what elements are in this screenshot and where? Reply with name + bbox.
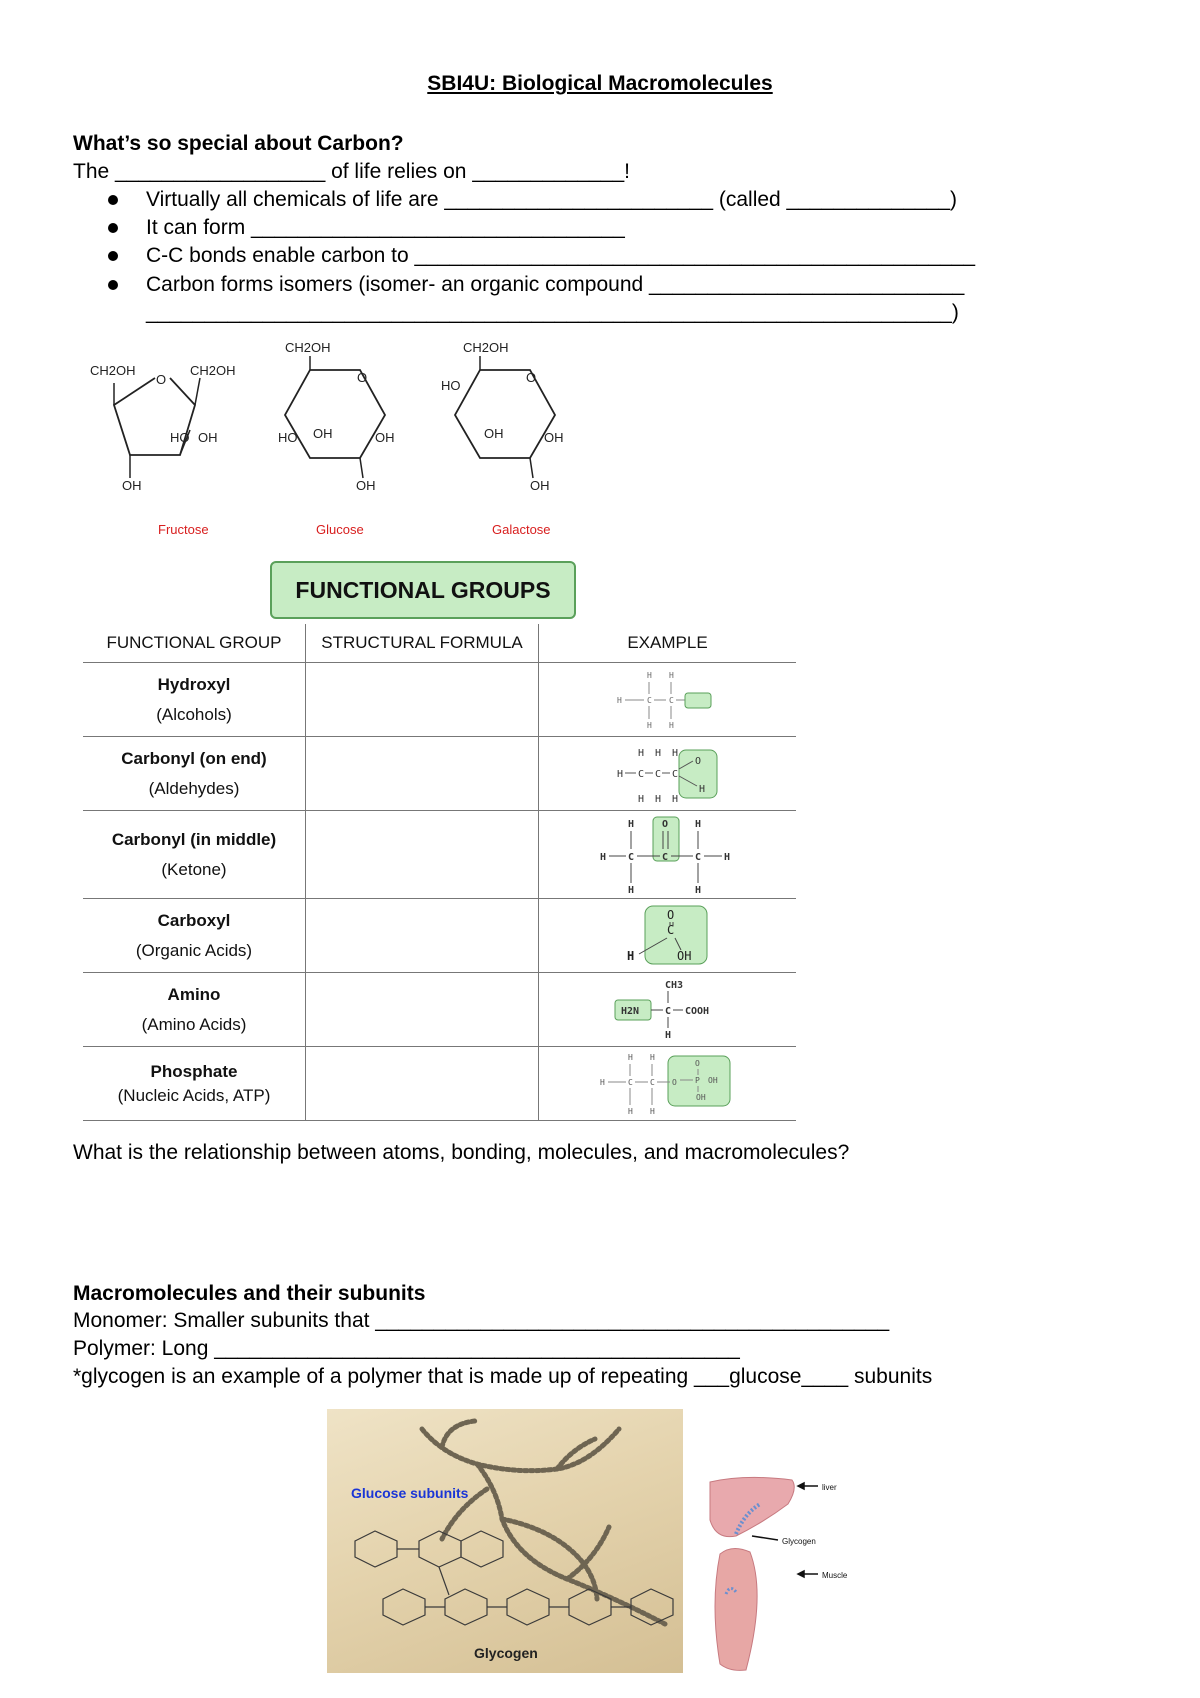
example-cell (539, 737, 797, 811)
phosphate-example (598, 1050, 738, 1118)
galactose-label: OH (484, 426, 504, 441)
carboxyl-example (623, 902, 713, 970)
svg-text:H: H (671, 747, 678, 759)
fructose-label: OH (122, 478, 142, 493)
glucose-labels (278, 340, 395, 493)
galactose-label: O (526, 370, 537, 385)
svg-text:H: H (599, 851, 606, 863)
svg-text:H: H (627, 818, 634, 830)
group-cell (83, 973, 306, 1047)
liver-muscle-figure (706, 1474, 866, 1672)
muscle-label: Muscle (822, 1571, 848, 1580)
svg-text:H: H (637, 747, 644, 759)
structural-formula-blank (306, 811, 539, 899)
svg-text:OH: OH (676, 948, 691, 963)
example-cell (539, 899, 797, 973)
galactose-name: Galactose (492, 522, 551, 537)
svg-text:H: H (654, 747, 661, 759)
macromolecules-heading: Macromolecules and their subunits (73, 1282, 426, 1305)
bullet-dot (108, 280, 118, 290)
group-subtitle: (Alcohols) (156, 704, 232, 724)
svg-text:H: H (698, 783, 705, 795)
glucose-label: CH2OH (285, 340, 331, 355)
fructose-label: HO (170, 430, 190, 445)
group-name: Carboxyl (157, 910, 231, 930)
svg-text:H: H (627, 1106, 633, 1116)
fructose-name: Fructose (158, 522, 209, 537)
group-cell (83, 811, 306, 899)
column-header: STRUCTURAL FORMULA (306, 624, 539, 663)
group-cell (83, 899, 306, 973)
structural-formula-blank (306, 973, 539, 1047)
glycogen-label: Glycogen (782, 1537, 816, 1546)
ketone-example (598, 815, 738, 895)
glycogen-figure (327, 1409, 683, 1673)
svg-text:H: H (671, 793, 678, 805)
amino-example (613, 978, 723, 1042)
table-row (83, 1047, 796, 1121)
svg-text:H: H (723, 851, 730, 863)
group-subtitle: (Organic Acids) (135, 940, 253, 960)
structural-formula-blank (306, 899, 539, 973)
hydroxyl-example (613, 668, 723, 732)
svg-text:H: H (668, 670, 674, 680)
svg-text:CH3: CH3 (664, 979, 683, 991)
svg-text:H: H (599, 1077, 605, 1087)
table-row (83, 811, 796, 899)
svg-text:C: C (649, 1077, 655, 1087)
svg-text:C: C (671, 768, 678, 780)
svg-text:O: O (661, 818, 668, 830)
svg-text:H: H (616, 695, 622, 705)
svg-text:C: C (666, 922, 674, 937)
carbon-bullet-3: C-C bonds enable carbon to ________________________________________________ (146, 244, 976, 267)
bullet-dot (108, 251, 118, 261)
structural-formula-blank (306, 663, 539, 737)
svg-text:C: C (668, 695, 674, 705)
group-cell (83, 737, 306, 811)
table-header-row (83, 624, 796, 663)
group-subtitle: (Ketone) (161, 859, 227, 879)
group-name: Hydroxyl (157, 674, 231, 694)
carbon-bullet-2: It can form ________________________________ (146, 216, 625, 239)
example-cell (539, 1047, 797, 1121)
svg-text:H2N: H2N (620, 1005, 639, 1017)
fructose-label: O (156, 372, 167, 387)
liver-illustration (710, 1477, 794, 1536)
svg-text:C: C (646, 695, 652, 705)
group-name: Carbonyl (on end) (121, 748, 267, 768)
svg-text:C: C (627, 851, 634, 863)
galactose-structure (455, 370, 555, 458)
svg-text:H: H (646, 720, 652, 730)
page-title: SBI4U: Biological Macromolecules (427, 72, 773, 95)
relationship-question: What is the relationship between atoms, bonding, molecules, and macromolecules? (73, 1141, 850, 1164)
table-row (83, 737, 796, 811)
carbon-heading: What’s so special about Carbon? (73, 132, 404, 155)
galactose-labels (441, 340, 564, 493)
liver-label: liver (822, 1483, 837, 1492)
fructose-label: CH2OH (90, 363, 136, 378)
svg-text:H: H (654, 793, 661, 805)
svg-text:H: H (694, 884, 701, 895)
svg-text:H: H (664, 1029, 671, 1041)
structural-formula-blank (306, 737, 539, 811)
svg-text:H: H (627, 884, 634, 895)
svg-text:COOH: COOH (684, 1005, 709, 1017)
glucose-label: O (357, 370, 368, 385)
group-subtitle: (Nucleic Acids, ATP) (117, 1085, 271, 1105)
carbon-bullet-4: Carbon forms isomers (isomer- an organic compound ___________________________ (146, 273, 965, 296)
group-cell (83, 1047, 306, 1121)
glucose-structure (285, 370, 385, 458)
glycogen-chains (327, 1409, 683, 1673)
svg-text:H: H (694, 818, 701, 830)
galactose-label: CH2OH (463, 340, 509, 355)
functional-groups-banner: FUNCTIONAL GROUPS (270, 561, 576, 619)
column-header: EXAMPLE (539, 624, 797, 663)
muscle-illustration (715, 1548, 757, 1670)
svg-text:C: C (627, 1077, 633, 1087)
carbon-bullet-4-continuation: _____________________________________________________________________) (146, 301, 959, 324)
carbon-bullet-1: Virtually all chemicals of life are _______________________ (called ______________) (146, 188, 958, 211)
table-row (83, 899, 796, 973)
svg-text:H: H (616, 768, 623, 780)
svg-text:OH: OH (695, 1092, 706, 1102)
svg-text:C: C (637, 768, 644, 780)
group-subtitle: (Aldehydes) (148, 778, 240, 798)
glycogen-caption: Glycogen (474, 1645, 538, 1661)
polymer-definition: Polymer: Long _____________________________________________ (73, 1337, 740, 1360)
example-cell (539, 973, 797, 1047)
svg-text:O: O (694, 755, 701, 767)
group-subtitle: (Amino Acids) (141, 1014, 247, 1034)
svg-text:H: H (626, 948, 634, 963)
glucose-label: OH (356, 478, 376, 493)
svg-text:C: C (661, 851, 668, 863)
group-name: Amino (167, 984, 221, 1004)
svg-text:C: C (694, 851, 701, 863)
carbon-intro-line: The __________________ of life relies on _____________! (73, 160, 630, 183)
svg-text:C: C (664, 1005, 671, 1017)
group-cell (83, 663, 306, 737)
glucose-label: OH (375, 430, 395, 445)
glucose-label: HO (278, 430, 298, 445)
structural-formula-blank (306, 1047, 539, 1121)
svg-text:H: H (649, 1106, 655, 1116)
svg-text:H: H (627, 1052, 633, 1062)
bullet-dot (108, 223, 118, 233)
glycogen-note: *glycogen is an example of a polymer that is made up of repeating ___glucose____ subunits (73, 1365, 933, 1388)
svg-text:OH: OH (707, 1075, 718, 1085)
svg-text:H: H (637, 793, 644, 805)
svg-text:H: H (646, 670, 652, 680)
sugar-isomers-figure (80, 330, 600, 545)
svg-text:P: P (694, 1075, 700, 1085)
example-cell (539, 811, 797, 899)
fructose-labels (90, 363, 236, 493)
fructose-label: OH (198, 430, 218, 445)
svg-text:C: C (654, 768, 661, 780)
table-row (83, 663, 796, 737)
svg-text:O: O (694, 1058, 700, 1068)
svg-text:H: H (649, 1052, 655, 1062)
group-name: Phosphate (150, 1061, 238, 1081)
example-cell (539, 663, 797, 737)
table-row (83, 973, 796, 1047)
galactose-label: OH (530, 478, 550, 493)
aldehyde-example (613, 742, 723, 806)
svg-text:H: H (668, 720, 674, 730)
bullet-dot (108, 195, 118, 205)
svg-text:O: O (666, 907, 674, 922)
glucose-label: OH (313, 426, 333, 441)
svg-text:O: O (671, 1077, 677, 1087)
monomer-definition: Monomer: Smaller subunits that ____________________________________________ (73, 1309, 890, 1332)
galactose-label: HO (441, 378, 461, 393)
functional-groups-table (83, 624, 796, 1121)
group-name: Carbonyl (in middle) (111, 829, 277, 849)
galactose-label: OH (544, 430, 564, 445)
fructose-label: CH2OH (190, 363, 236, 378)
column-header: FUNCTIONAL GROUP (83, 624, 306, 663)
glucose-name: Glucose (316, 522, 364, 537)
glucose-subunits-label: Glucose subunits (351, 1485, 469, 1501)
